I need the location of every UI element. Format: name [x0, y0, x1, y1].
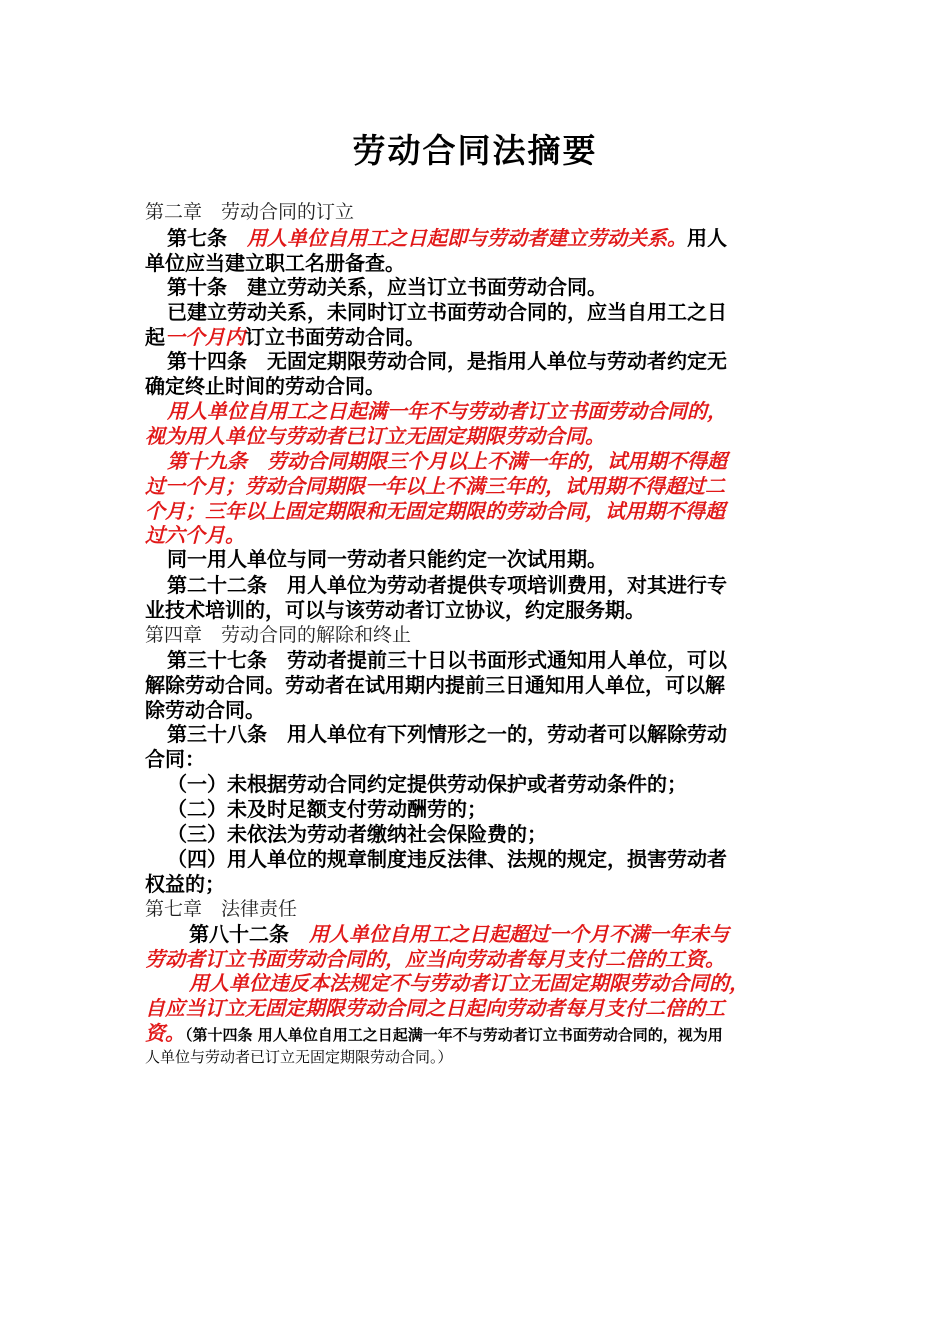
highlighted-text: 过六个月。: [145, 523, 245, 547]
line-text: 合同：: [145, 747, 205, 771]
line-text: （二）未及时足额支付劳动酬劳的；: [167, 797, 487, 821]
text-line: [167, 572, 727, 598]
line-text: 权益的；: [145, 872, 225, 896]
text-line: [145, 896, 297, 922]
text-line: [145, 871, 225, 897]
text-line: [145, 1020, 723, 1046]
text-line: [145, 622, 411, 648]
line-text: （三）未依法为劳动者缴纳社会保险费的；: [167, 822, 547, 846]
line-text: （一）未根据劳动合同约定提供劳动保护或者劳动条件的；: [167, 772, 687, 796]
document-title: 劳动合同法摘要: [352, 131, 598, 170]
text-line: [167, 274, 607, 300]
text-line: [145, 746, 205, 772]
text-line: [167, 796, 487, 822]
text-line: [145, 473, 725, 499]
text-line: [167, 846, 727, 872]
text-line: [189, 970, 749, 996]
highlighted-text: 过一个月；劳动合同期限一年以上不满三年的，试用期不得超过二: [145, 474, 725, 498]
text-line: [167, 348, 727, 374]
highlighted-text: 用人单位自用工之日起即与劳动者建立劳动关系。: [247, 226, 687, 250]
highlighted-text: 个月；三年以上固定期限和无固定期限的劳动合同，试用期不得超: [145, 499, 725, 523]
text-line: [167, 647, 727, 673]
text-line: [189, 921, 729, 947]
text-line: [145, 498, 725, 524]
line-text: 第二十二条 用人单位为劳动者提供专项培训费用，对其进行专: [167, 573, 727, 597]
text-line: [167, 771, 687, 797]
highlighted-text: 自应当订立无固定期限劳动合同之日起向劳动者每月支付二倍的工: [145, 996, 725, 1020]
line-text: 第二章 劳动合同的订立: [145, 201, 355, 223]
text-line: [145, 423, 605, 449]
line-text: 除劳动合同。: [145, 698, 265, 722]
note-text: （第十四条 用人单位自用工之日起满一年不与劳动者订立书面劳动合同的，视为用: [185, 1026, 723, 1044]
line-text: 第七条: [167, 226, 247, 250]
text-line: [167, 299, 727, 325]
line-text: 用人: [687, 226, 727, 250]
line-text: 解除劳动合同。劳动者在试用期内提前三日通知用人单位，可以解: [145, 673, 725, 697]
text-line: [167, 448, 727, 474]
text-line: [145, 1044, 453, 1070]
text-line: [167, 821, 547, 847]
line-text: 订立书面劳动合同。: [245, 325, 425, 349]
line-text: 已建立劳动关系，未同时订立书面劳动合同的，应当自用工之日: [167, 300, 727, 324]
text-line: [145, 324, 425, 350]
highlighted-text: 第十九条 劳动合同期限三个月以上不满一年的，试用期不得超: [167, 449, 727, 473]
highlighted-text: 劳动者订立书面劳动合同的，应当向劳动者每月支付二倍的工资。: [145, 947, 725, 971]
line-text: 确定终止时间的劳动合同。: [145, 374, 385, 398]
text-line: [145, 373, 385, 399]
highlighted-text: 一个月内: [165, 325, 245, 349]
line-text: 第十条 建立劳动关系，应当订立书面劳动合同。: [167, 275, 607, 299]
line-text: 业技术培训的，可以与该劳动者订立协议，约定服务期。: [145, 598, 645, 622]
text-line: [145, 522, 245, 548]
line-text: 第八十二条: [189, 922, 309, 946]
text-line: [167, 721, 727, 747]
text-line: [167, 546, 607, 572]
text-line: [145, 597, 645, 623]
highlighted-text: 用人单位自用工之日起超过一个月不满一年未与: [309, 922, 729, 946]
line-text: 第十四条 无固定期限劳动合同，是指用人单位与劳动者约定无: [167, 349, 727, 373]
line-text: 第三十七条 劳动者提前三十日以书面形式通知用人单位，可以: [167, 648, 727, 672]
text-line: [167, 398, 727, 424]
highlighted-text: 资。: [145, 1021, 185, 1045]
line-text: 单位应当建立职工名册备查。: [145, 251, 405, 275]
text-line: [145, 199, 354, 225]
line-text: 人单位与劳动者已订立无固定期限劳动合同。）: [145, 1048, 453, 1066]
highlighted-text: 视为用人单位与劳动者已订立无固定期限劳动合同。: [145, 424, 605, 448]
text-line: [167, 225, 727, 251]
highlighted-text: 用人单位自用工之日起满一年不与劳动者订立书面劳动合同的，: [167, 399, 727, 423]
line-text: 第三十八条 用人单位有下列情形之一的，劳动者可以解除劳动: [167, 722, 727, 746]
line-text: 同一用人单位与同一劳动者只能约定一次试用期。: [167, 547, 607, 571]
line-text: （四）用人单位的规章制度违反法律、法规的规定，损害劳动者: [167, 847, 727, 871]
text-line: [145, 250, 405, 276]
line-text: 起: [145, 325, 165, 349]
line-text: 第七章 法律责任: [145, 898, 298, 920]
text-line: [145, 697, 265, 723]
line-text: 第四章 劳动合同的解除和终止: [145, 624, 412, 646]
text-line: [145, 946, 725, 972]
text-line: [145, 995, 725, 1021]
text-line: [145, 672, 725, 698]
highlighted-text: 用人单位违反本法规定不与劳动者订立无固定期限劳动合同的，: [189, 971, 749, 995]
